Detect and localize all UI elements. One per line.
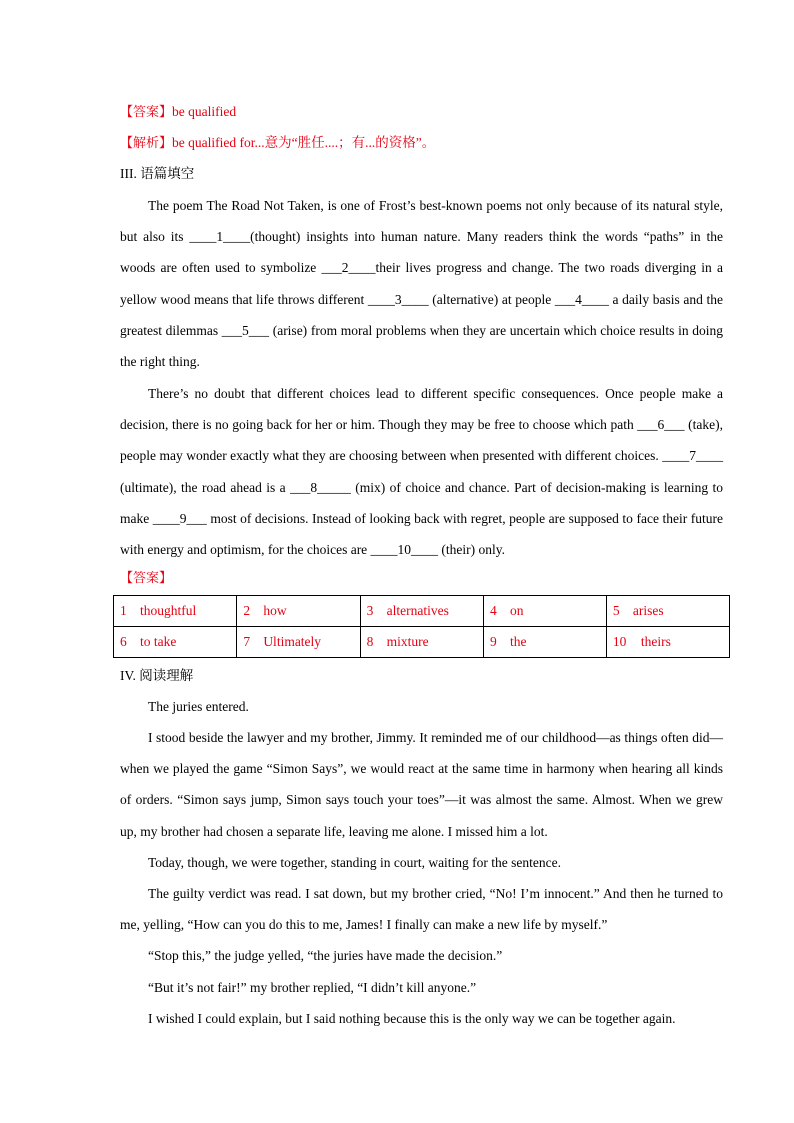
answer-cell: 1 thoughtful: [114, 596, 237, 627]
cloze-paragraph-1: The poem The Road Not Taken, is one of Frost’s best-known poems not only because of its natural style, but also its ____1____(thought) insights into human nature. Many readers think the words “paths” in the woods are often used to symbolize ___2____their lives progress and change. The two roads diverging in a yellow wood means that life throws different ____3____ (alternative) at people ___4____ a daily basis and the greatest dilemmas ___5___ (arise) from moral problems when they are uncertain which choice results in doing the right thing.: [120, 198, 723, 370]
cloze-answer-table: [113, 595, 730, 658]
story-paragraph: “Stop this,” the judge yelled, “the juries have made the decision.”: [148, 948, 503, 963]
answer-label: 【答案】: [120, 105, 173, 120]
answer-cell: 9 the: [484, 627, 607, 658]
analysis-label: 【解析】: [120, 136, 173, 151]
cloze-answer-label: 【答案】: [120, 571, 173, 586]
cloze-paragraph-2: There’s no doubt that different choices lead to different specific consequences. Once people make a decision, there is no going back for her or him. Though they may be free to choose which path ___6___ (take), people may wonder exactly what they are choosing between when presented with different choices. ____7____ (ultimate), the road ahead is a ___8_____ (mix) of choice and chance. Part of decision-making is learning to make ____9___ most of decisions. Instead of looking back with regret, people are supposed to face their future with energy and optimism, for the choices are ____10____ (their) only.: [120, 386, 723, 558]
answer-cell: 7 Ultimately: [237, 627, 360, 658]
answer-cell: 6 to take: [114, 627, 237, 658]
story-paragraph: I wished I could explain, but I said nothing because this is the only way we can be together again.: [148, 1011, 676, 1026]
answer-cell: 8 mixture: [360, 627, 483, 658]
analysis-line: [120, 133, 435, 154]
answer-text: be qualified: [172, 104, 237, 119]
answer-cell: 3 alternatives: [360, 596, 483, 627]
analysis-text: be qualified for...意为“胜任....；有...的资格”。: [172, 135, 436, 150]
story-paragraph: “But it’s not fair!” my brother replied, “I didn’t kill anyone.”: [148, 980, 477, 995]
section-4-heading: IV. 阅读理解: [120, 668, 194, 683]
answer-line: [120, 102, 236, 123]
story-paragraph: Today, though, we were together, standing in court, waiting for the sentence.: [148, 855, 562, 870]
answer-cell: 10 theirs: [606, 627, 729, 658]
story-paragraph: I stood beside the lawyer and my brother, Jimmy. It reminded me of our childhood—as things often did—when we played the game “Simon Says”, we would react at the same time in harmony when hearing all kinds of orders. “Simon says jump, Simon says touch your toes”—it was almost the same. Almost. When we grew up, my brother had chosen a separate life, leaving me alone. I missed him a lot.: [120, 730, 723, 839]
story-paragraph: The guilty verdict was read. I sat down, but my brother cried, “No! I’m innocent.” And then he turned to me, yelling, “How can you do this to me, James! I finally can make a new life by myself.”: [120, 886, 723, 933]
table-row: [114, 596, 730, 627]
section-3-heading: III. 语篇填空: [120, 166, 195, 181]
answer-cell: 4 on: [484, 596, 607, 627]
story-paragraph: The juries entered.: [148, 699, 249, 714]
table-row: [114, 627, 730, 658]
answer-cell: 2 how: [237, 596, 360, 627]
answer-cell: 5 arises: [606, 596, 729, 627]
